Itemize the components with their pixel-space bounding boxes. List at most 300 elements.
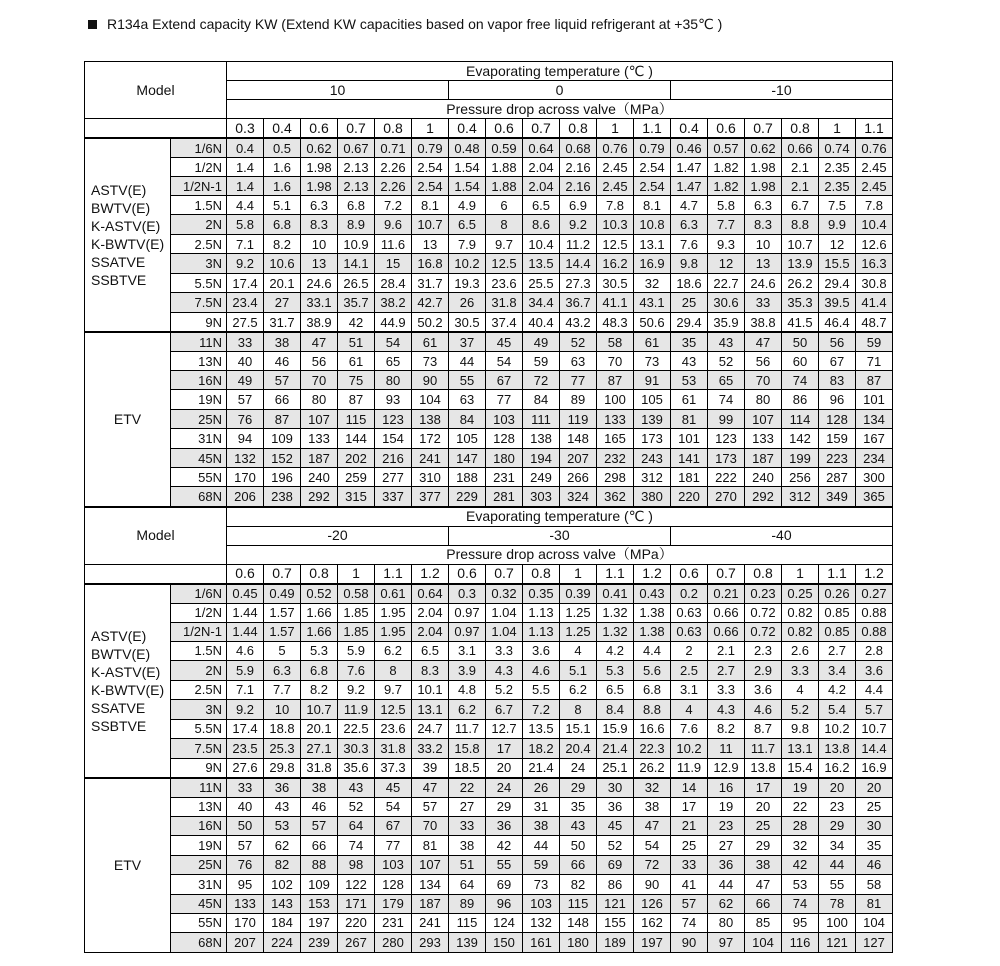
- capacity-value: 39.5: [819, 293, 856, 313]
- capacity-value: 3.6: [523, 641, 560, 660]
- capacity-value: 43: [671, 352, 708, 371]
- capacity-value: 50: [782, 332, 819, 352]
- capacity-value: 47: [301, 332, 338, 352]
- capacity-value: 38: [523, 816, 560, 835]
- capacity-value: 114: [782, 410, 819, 429]
- capacity-value: 20: [856, 778, 893, 798]
- table-row: [85, 215, 893, 235]
- capacity-value: 23: [819, 797, 856, 816]
- capacity-value: 12.5: [486, 254, 523, 274]
- capacity-value: 0.48: [449, 138, 486, 158]
- capacity-value: 24.6: [301, 274, 338, 293]
- capacity-value: 7.6: [338, 660, 375, 680]
- capacity-value: 0.58: [338, 584, 375, 604]
- capacity-value: 28: [782, 816, 819, 835]
- valve-size-label: 45N: [171, 449, 227, 468]
- pressure-drop-header: Pressure drop across valve（MPa）: [227, 100, 893, 119]
- capacity-value: 2.26: [375, 158, 412, 177]
- table-row: [85, 719, 893, 738]
- capacity-value: 10: [745, 235, 782, 254]
- capacity-value: 38: [449, 835, 486, 855]
- capacity-value: 141: [671, 449, 708, 468]
- capacity-value: 72: [523, 371, 560, 390]
- capacity-value: 6.2: [449, 699, 486, 719]
- capacity-value: 104: [856, 913, 893, 932]
- capacity-value: 189: [597, 932, 634, 952]
- valve-size-label: 25N: [171, 855, 227, 874]
- capacity-value: 2.1: [708, 641, 745, 660]
- pressure-value: 1.2: [856, 564, 893, 584]
- capacity-value: 3.1: [671, 680, 708, 699]
- valve-size-label: 2N: [171, 660, 227, 680]
- capacity-value: 3.3: [486, 641, 523, 660]
- pressure-value: 0.8: [782, 119, 819, 139]
- capacity-value: 22.5: [338, 719, 375, 738]
- capacity-value: 231: [486, 468, 523, 487]
- capacity-value: 55: [819, 874, 856, 894]
- capacity-value: 42: [486, 835, 523, 855]
- heading-text: R134a Extend capacity KW (Extend KW capacities based on vapor free liquid refrigerant at +35℃ ): [107, 16, 723, 32]
- capacity-value: 13.8: [819, 738, 856, 758]
- capacity-value: 9.2: [560, 215, 597, 235]
- capacity-value: 153: [301, 894, 338, 913]
- capacity-value: 10: [264, 699, 301, 719]
- capacity-value: 224: [264, 932, 301, 952]
- capacity-value: 17: [486, 738, 523, 758]
- capacity-value: 76: [227, 410, 264, 429]
- capacity-value: 2.54: [412, 158, 449, 177]
- capacity-value: 29.8: [264, 758, 301, 778]
- table-row: [85, 293, 893, 313]
- capacity-value: 6.8: [264, 215, 301, 235]
- capacity-value: 173: [708, 449, 745, 468]
- capacity-value: 81: [671, 410, 708, 429]
- capacity-value: 0.64: [412, 584, 449, 604]
- capacity-value: 24: [486, 778, 523, 798]
- capacity-value: 10.3: [597, 215, 634, 235]
- capacity-value: 25.5: [523, 274, 560, 293]
- capacity-value: 5.4: [819, 699, 856, 719]
- table-row: [85, 913, 893, 932]
- table-row: [85, 797, 893, 816]
- capacity-value: 123: [375, 410, 412, 429]
- capacity-value: 6.8: [301, 660, 338, 680]
- capacity-value: 35.7: [338, 293, 375, 313]
- capacity-value: 2.26: [375, 177, 412, 196]
- capacity-value: 14.4: [560, 254, 597, 274]
- capacity-value: 58: [856, 874, 893, 894]
- capacity-value: 47: [745, 874, 782, 894]
- capacity-value: 5.9: [227, 660, 264, 680]
- capacity-value: 36: [597, 797, 634, 816]
- capacity-value: 13.5: [523, 719, 560, 738]
- capacity-value: 10.1: [412, 680, 449, 699]
- capacity-value: 10.6: [264, 254, 301, 274]
- capacity-value: 31.8: [375, 738, 412, 758]
- capacity-value: 6.3: [264, 660, 301, 680]
- capacity-value: 2.9: [745, 660, 782, 680]
- capacity-value: 8.4: [597, 699, 634, 719]
- capacity-value: 0.59: [486, 138, 523, 158]
- capacity-value: 9.7: [375, 680, 412, 699]
- table-row: [85, 390, 893, 410]
- capacity-value: 0.25: [782, 584, 819, 604]
- capacity-value: 1.25: [560, 622, 597, 641]
- capacity-value: 50.6: [634, 313, 671, 333]
- capacity-value: 155: [597, 913, 634, 932]
- capacity-value: 103: [375, 855, 412, 874]
- capacity-value: 80: [301, 390, 338, 410]
- capacity-value: 1.44: [227, 603, 264, 622]
- table-row: [85, 352, 893, 371]
- table-row: [85, 835, 893, 855]
- capacity-value: 123: [708, 429, 745, 449]
- capacity-value: 8.2: [264, 235, 301, 254]
- table-row: [85, 660, 893, 680]
- capacity-value: 7.1: [227, 680, 264, 699]
- capacity-value: 1.66: [301, 622, 338, 641]
- capacity-value: 87: [338, 390, 375, 410]
- capacity-value: 29: [745, 835, 782, 855]
- capacity-value: 10.7: [301, 699, 338, 719]
- capacity-value: 52: [338, 797, 375, 816]
- capacity-value: 241: [412, 449, 449, 468]
- temperature-header: -20: [227, 526, 449, 545]
- capacity-value: 5.3: [597, 660, 634, 680]
- capacity-value: 43: [338, 778, 375, 798]
- capacity-value: 88: [301, 855, 338, 874]
- valve-size-label: 1.5N: [171, 641, 227, 660]
- capacity-value: 1.4: [227, 158, 264, 177]
- capacity-value: 133: [227, 894, 264, 913]
- capacity-value: 73: [523, 874, 560, 894]
- capacity-value: 207: [560, 449, 597, 468]
- capacity-value: 197: [301, 913, 338, 932]
- capacity-value: 45: [597, 816, 634, 835]
- capacity-value: 69: [597, 855, 634, 874]
- capacity-value: 13.8: [745, 758, 782, 778]
- capacity-value: 0.67: [338, 138, 375, 158]
- capacity-value: 5.5: [523, 680, 560, 699]
- capacity-value: 1.98: [745, 177, 782, 196]
- capacity-value: 12.5: [375, 699, 412, 719]
- pressure-value: 1.1: [597, 564, 634, 584]
- capacity-value: 0.97: [449, 622, 486, 641]
- capacity-value: 4.8: [449, 680, 486, 699]
- capacity-value: 9.8: [782, 719, 819, 738]
- capacity-value: 54: [486, 352, 523, 371]
- capacity-value: 280: [375, 932, 412, 952]
- capacity-value: 57: [264, 371, 301, 390]
- capacity-value: 349: [819, 487, 856, 507]
- capacity-value: 0.52: [301, 584, 338, 604]
- capacity-value: 9.6: [375, 215, 412, 235]
- capacity-value: 27.3: [560, 274, 597, 293]
- capacity-value: 197: [634, 932, 671, 952]
- capacity-value: 116: [782, 932, 819, 952]
- model-group-label: ASTV(E) BWTV(E) K-ASTV(E) K-BWTV(E) SSATVE SSBTVE: [85, 138, 171, 332]
- capacity-value: 47: [634, 816, 671, 835]
- capacity-value: 0.88: [856, 622, 893, 641]
- capacity-value: 5.9: [338, 641, 375, 660]
- capacity-value: 5.8: [227, 215, 264, 235]
- capacity-value: 50.2: [412, 313, 449, 333]
- capacity-value: 1.82: [708, 158, 745, 177]
- capacity-value: 20.1: [301, 719, 338, 738]
- capacity-value: 29.4: [671, 313, 708, 333]
- capacity-value: 87: [264, 410, 301, 429]
- capacity-value: 139: [449, 932, 486, 952]
- capacity-value: 1.32: [597, 603, 634, 622]
- valve-size-label: 7.5N: [171, 738, 227, 758]
- capacity-value: 97: [708, 932, 745, 952]
- capacity-value: 0.85: [819, 603, 856, 622]
- capacity-value: 27.6: [227, 758, 264, 778]
- capacity-value: 2.1: [782, 177, 819, 196]
- capacity-value: 8.9: [338, 215, 375, 235]
- capacity-value: 30.5: [449, 313, 486, 333]
- capacity-value: 57: [671, 894, 708, 913]
- capacity-value: 30.8: [856, 274, 893, 293]
- capacity-value: 30.3: [338, 738, 375, 758]
- capacity-value: 35: [856, 835, 893, 855]
- pressure-value: 0.6: [708, 119, 745, 139]
- capacity-value: 2.3: [745, 641, 782, 660]
- header-row-pressure-values: [85, 119, 893, 139]
- capacity-value: 132: [523, 913, 560, 932]
- capacity-value: 11: [708, 738, 745, 758]
- header-row-evap: [85, 62, 893, 81]
- capacity-value: 171: [338, 894, 375, 913]
- valve-size-label: 11N: [171, 332, 227, 352]
- capacity-value: 81: [856, 894, 893, 913]
- capacity-value: 142: [782, 429, 819, 449]
- capacity-value: 4.7: [671, 196, 708, 215]
- capacity-value: 22.7: [708, 274, 745, 293]
- capacity-value: 0.35: [523, 584, 560, 604]
- capacity-value: 43.2: [560, 313, 597, 333]
- pressure-value: 0.7: [523, 119, 560, 139]
- capacity-value: 16.6: [634, 719, 671, 738]
- capacity-value: 1.4: [227, 177, 264, 196]
- capacity-value: 44: [523, 835, 560, 855]
- capacity-value: 2.04: [412, 603, 449, 622]
- capacity-value: 13.9: [782, 254, 819, 274]
- capacity-value: 38: [264, 332, 301, 352]
- header-row-evap: [85, 507, 893, 527]
- capacity-value: 3.3: [782, 660, 819, 680]
- temperature-header: -40: [671, 526, 893, 545]
- capacity-value: 1.82: [708, 177, 745, 196]
- table-row: [85, 429, 893, 449]
- capacity-value: 56: [819, 332, 856, 352]
- capacity-value: 0.43: [634, 584, 671, 604]
- capacity-value: 133: [745, 429, 782, 449]
- capacity-value: 23.6: [486, 274, 523, 293]
- capacity-value: 144: [338, 429, 375, 449]
- capacity-value: 19: [708, 797, 745, 816]
- capacity-value: 70: [745, 371, 782, 390]
- capacity-value: 121: [597, 894, 634, 913]
- capacity-value: 187: [745, 449, 782, 468]
- capacity-value: 63: [560, 352, 597, 371]
- table-row: [85, 622, 893, 641]
- capacity-value: 96: [486, 894, 523, 913]
- capacity-value: 30.5: [597, 274, 634, 293]
- capacity-value: 122: [338, 874, 375, 894]
- capacity-value: 44.9: [375, 313, 412, 333]
- capacity-value: 46: [264, 352, 301, 371]
- capacity-value: 13: [301, 254, 338, 274]
- capacity-value: 0.97: [449, 603, 486, 622]
- capacity-value: 28.4: [375, 274, 412, 293]
- valve-size-label: 31N: [171, 874, 227, 894]
- capacity-value: 0.85: [819, 622, 856, 641]
- capacity-value: 43.1: [634, 293, 671, 313]
- capacity-value: 65: [708, 371, 745, 390]
- capacity-value: 72: [634, 855, 671, 874]
- capacity-value: 303: [523, 487, 560, 507]
- capacity-value: 107: [745, 410, 782, 429]
- capacity-value: 6.5: [449, 215, 486, 235]
- capacity-value: 33.2: [412, 738, 449, 758]
- capacity-value: 167: [856, 429, 893, 449]
- capacity-value: 8.8: [634, 699, 671, 719]
- temperature-header: -30: [449, 526, 671, 545]
- capacity-value: 74: [782, 371, 819, 390]
- capacity-value: 0.72: [745, 622, 782, 641]
- capacity-value: 292: [745, 487, 782, 507]
- capacity-value: 35.3: [782, 293, 819, 313]
- valve-size-label: 2.5N: [171, 680, 227, 699]
- capacity-value: 2.35: [819, 177, 856, 196]
- capacity-value: 4: [560, 641, 597, 660]
- capacity-value: 10.4: [856, 215, 893, 235]
- capacity-value: 138: [412, 410, 449, 429]
- capacity-value: 95: [782, 913, 819, 932]
- capacity-value: 46.4: [819, 313, 856, 333]
- capacity-value: 128: [375, 874, 412, 894]
- capacity-value: 19.3: [449, 274, 486, 293]
- capacity-value: 41.5: [782, 313, 819, 333]
- capacity-value: 26: [523, 778, 560, 798]
- capacity-value: 7.7: [264, 680, 301, 699]
- valve-size-label: 9N: [171, 758, 227, 778]
- evaporating-temperature-header: Evaporating temperature (℃ ): [227, 507, 893, 527]
- capacity-value: 13.5: [523, 254, 560, 274]
- capacity-value: 54: [375, 797, 412, 816]
- capacity-value: 138: [523, 429, 560, 449]
- capacity-value: 43: [264, 797, 301, 816]
- capacity-value: 14.1: [338, 254, 375, 274]
- valve-size-label: 3N: [171, 699, 227, 719]
- capacity-value: 310: [412, 468, 449, 487]
- capacity-value: 36: [708, 855, 745, 874]
- capacity-value: 12.5: [597, 235, 634, 254]
- pressure-value: 0.8: [523, 564, 560, 584]
- capacity-value: 7.8: [597, 196, 634, 215]
- capacity-value: 33.1: [301, 293, 338, 313]
- capacity-value: 51: [449, 855, 486, 874]
- capacity-value: 15.5: [819, 254, 856, 274]
- capacity-value: 95: [227, 874, 264, 894]
- capacity-value: 90: [634, 874, 671, 894]
- capacity-value: 337: [375, 487, 412, 507]
- capacity-value: 324: [560, 487, 597, 507]
- capacity-value: 35.9: [708, 313, 745, 333]
- capacity-value: 26.2: [782, 274, 819, 293]
- capacity-value: 74: [671, 913, 708, 932]
- capacity-value: 232: [597, 449, 634, 468]
- table-row: [85, 874, 893, 894]
- capacity-value: 154: [375, 429, 412, 449]
- capacity-value: 115: [338, 410, 375, 429]
- capacity-value: 2.45: [856, 177, 893, 196]
- capacity-value: 35: [560, 797, 597, 816]
- capacity-value: 0.88: [856, 603, 893, 622]
- pressure-value: 1: [597, 119, 634, 139]
- valve-size-label: 5.5N: [171, 274, 227, 293]
- capacity-value: 51: [338, 332, 375, 352]
- capacity-value: 27.1: [301, 738, 338, 758]
- capacity-value: 8.6: [523, 215, 560, 235]
- capacity-value: 1.13: [523, 603, 560, 622]
- capacity-value: 11.6: [375, 235, 412, 254]
- valve-size-label: 68N: [171, 487, 227, 507]
- capacity-value: 5.2: [782, 699, 819, 719]
- capacity-value: 5.6: [634, 660, 671, 680]
- capacity-value: 57: [412, 797, 449, 816]
- capacity-value: 80: [375, 371, 412, 390]
- capacity-value: 21.4: [597, 738, 634, 758]
- capacity-value: 132: [227, 449, 264, 468]
- capacity-value: 4.4: [856, 680, 893, 699]
- capacity-value: 180: [486, 449, 523, 468]
- capacity-value: 19: [782, 778, 819, 798]
- capacity-value: 0.3: [449, 584, 486, 604]
- capacity-value: 8.7: [745, 719, 782, 738]
- capacity-value: 6.5: [597, 680, 634, 699]
- capacity-value: 86: [782, 390, 819, 410]
- capacity-value: 0.76: [856, 138, 893, 158]
- table-row: [85, 932, 893, 952]
- capacity-value: 101: [671, 429, 708, 449]
- capacity-value: 62: [264, 835, 301, 855]
- capacity-value: 42: [782, 855, 819, 874]
- capacity-value: 83: [819, 371, 856, 390]
- capacity-value: 2.6: [782, 641, 819, 660]
- valve-size-label: 3N: [171, 254, 227, 274]
- capacity-value: 9.8: [671, 254, 708, 274]
- capacity-value: 5.1: [264, 196, 301, 215]
- capacity-value: 5.3: [301, 641, 338, 660]
- table-row: [85, 468, 893, 487]
- capacity-value: 59: [523, 855, 560, 874]
- capacity-value: 8.1: [634, 196, 671, 215]
- capacity-value: 47: [412, 778, 449, 798]
- model-group-label: ASTV(E) BWTV(E) K-ASTV(E) K-BWTV(E) SSATVE SSBTVE: [85, 584, 171, 778]
- capacity-value: 184: [264, 913, 301, 932]
- valve-size-label: 1/2N: [171, 158, 227, 177]
- capacity-value: 133: [597, 410, 634, 429]
- capacity-value: 12: [819, 235, 856, 254]
- capacity-value: 25.1: [597, 758, 634, 778]
- capacity-value: 55: [449, 371, 486, 390]
- capacity-value: 165: [597, 429, 634, 449]
- capacity-value: 11.7: [449, 719, 486, 738]
- capacity-value: 9.7: [486, 235, 523, 254]
- capacity-value: 49: [227, 371, 264, 390]
